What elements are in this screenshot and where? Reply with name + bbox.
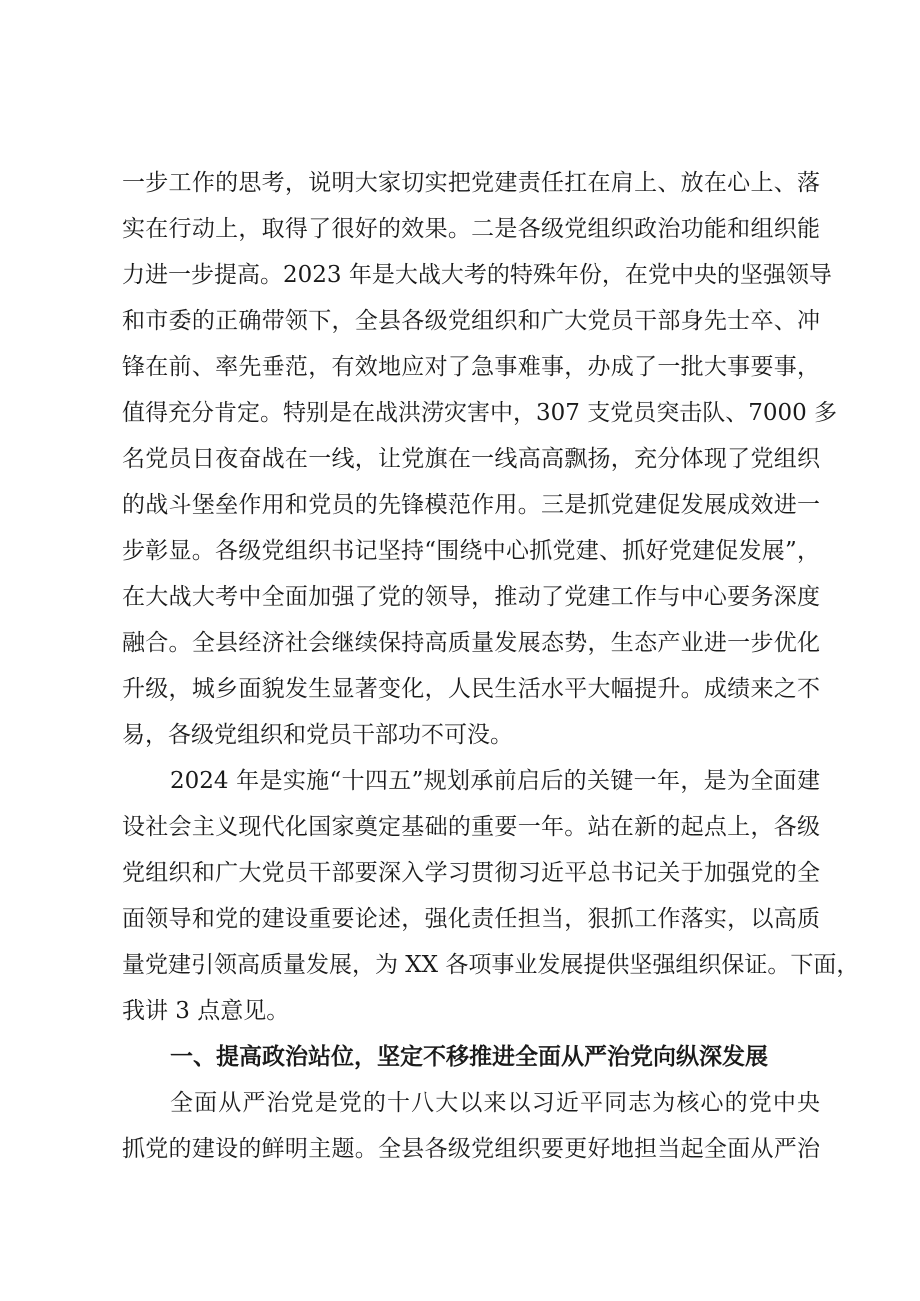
paragraph-2-line-4: 面领导和党的建设重要论述，强化责任担当，狠抓工作落实，以高质 <box>122 906 820 932</box>
paragraph-1-line-7: 名党员日夜奋战在一线，让党旗在一线高高飘扬，充分体现了党组织 <box>122 446 820 472</box>
paragraph-1-line-4: 和市委的正确带领下，全县各级党组织和广大党员干部身先士卒、冲 <box>122 308 820 334</box>
paragraph-1-line-11: 融合。全县经济社会继续保持高质量发展态势，生态产业进一步优化 <box>122 630 820 656</box>
paragraph-3-line-2: 抓党的建设的鲜明主题。全县各级党组织要更好地担当起全面从严治 <box>122 1136 820 1162</box>
paragraph-2-line-1: 2024 年是实施“十四五”规划承前启后的关键一年，是为全面建 <box>170 768 820 794</box>
paragraph-2-line-6: 我讲 3 点意见。 <box>122 998 290 1024</box>
paragraph-2-line-5: 量党建引领高质量发展，为 XX 各项事业发展提供坚强组织保证。下面， <box>122 952 860 978</box>
paragraph-1-line-9: 步彰显。各级党组织书记坚持“围绕中心抓党建、抓好党建促发展”， <box>122 538 820 564</box>
paragraph-1-line-1: 一步工作的思考，说明大家切实把党建责任扛在肩上、放在心上、落 <box>122 170 820 196</box>
paragraph-1-line-12: 升级，城乡面貌发生显著变化，人民生活水平大幅提升。成绩来之不 <box>122 676 820 702</box>
section-heading-1: 一、提高政治站位，坚定不移推进全面从严治党向纵深发展 <box>170 1044 768 1070</box>
paragraph-1-line-3: 力进一步提高。2023 年是大战大考的特殊年份，在党中央的坚强领导 <box>122 262 832 288</box>
paragraph-3-line-1: 全面从严治党是党的十八大以来以习近平同志为核心的党中央 <box>170 1090 820 1116</box>
paragraph-1-line-6: 值得充分肯定。特别是在战洪涝灾害中，307 支党员突击队、7000 多 <box>122 400 838 426</box>
paragraph-1-line-2: 实在行动上，取得了很好的效果。二是各级党组织政治功能和组织能 <box>122 216 820 242</box>
paragraph-1-line-5: 锋在前、率先垂范，有效地应对了急事难事，办成了一批大事要事， <box>122 354 820 380</box>
paragraph-2-line-3: 党组织和广大党员干部要深入学习贯彻习近平总书记关于加强党的全 <box>122 860 820 886</box>
paragraph-1-line-10: 在大战大考中全面加强了党的领导，推动了党建工作与中心要务深度 <box>122 584 820 610</box>
paragraph-1-line-8: 的战斗堡垒作用和党员的先锋模范作用。三是抓党建促发展成效进一 <box>122 492 820 518</box>
paragraph-1-line-13: 易，各级党组织和党员干部功不可没。 <box>122 722 513 748</box>
paragraph-2-line-2: 设社会主义现代化国家奠定基础的重要一年。站在新的起点上，各级 <box>122 814 820 840</box>
